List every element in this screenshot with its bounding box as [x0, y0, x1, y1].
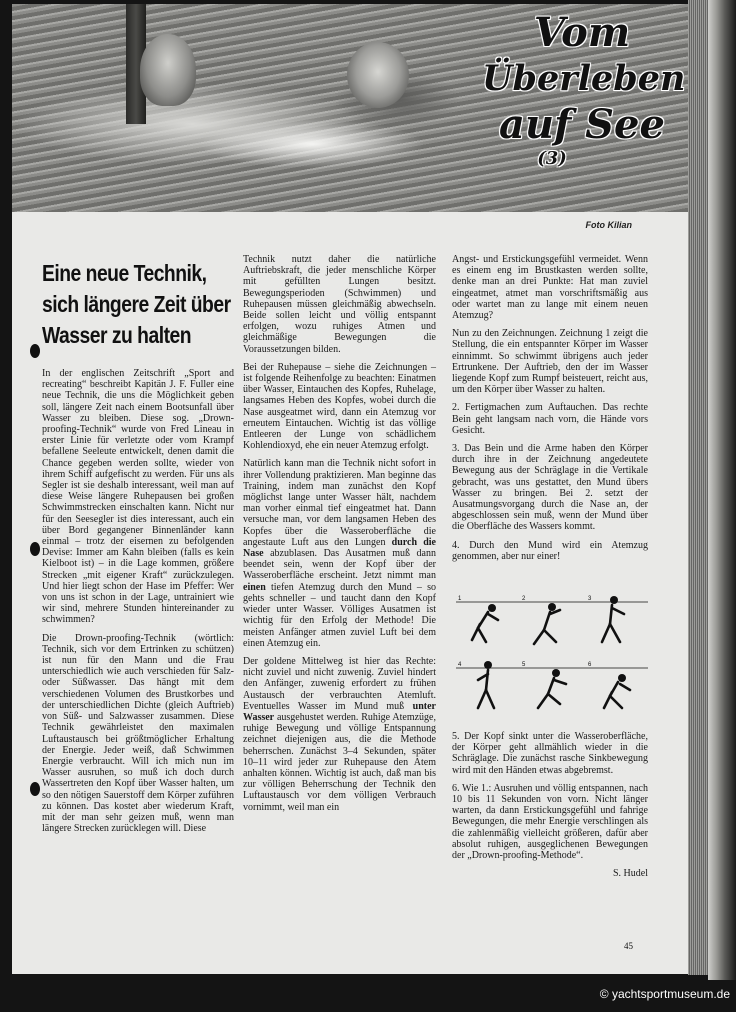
watermark: © yachtsportmuseum.de [599, 987, 730, 1001]
book-page-edges [688, 0, 708, 975]
series-title-line2: Überleben [482, 58, 686, 99]
swimmer-figure-1 [472, 604, 498, 642]
text-run: Der goldene Mittelweg ist hier das Rechte: nicht zuviel und nicht zuwenig. Zuviel hindert den Anfänger, zuwenig erfordert zu frühen Austausch der verbrauchten Atemluft. Eventuelles Wasser im Mund muß [243, 655, 436, 712]
paragraph: 5. Der Kopf sinkt unter die Wasseroberfläche, der Körper geht allmählich wieder in die Schräglage. Die zunächst rasche Sinkbewegung wird mit den Händen etwas abgebremst. [452, 731, 648, 776]
swimmer-figure-5 [538, 669, 566, 708]
paragraph [243, 458, 436, 648]
article-headline: Eine neue Technik, sich längere Zeit über Wasser zu halten [42, 260, 231, 348]
page-number: 45 [624, 941, 633, 951]
text-run: abzublasen. Das Ausatmen muß dann beendet sein, wenn der Kopf über der Wasseroberfläche erscheint. Jetzt nimmt man [243, 548, 436, 582]
paragraph [243, 656, 436, 813]
swimmer-figure-3 [602, 596, 624, 642]
article-column-1 [42, 368, 234, 841]
author-byline: S. Hudel [613, 868, 648, 880]
emphasis: durch die Nase [243, 536, 436, 560]
paragraph: 6. Wie 1.: Ausruhen und völlig entspannen, nach 10 bis 11 Sekunden von vorn. Nicht länger warten, da dann Erstickungsgefühl und fahrige Bewegungen, die mehr Energie verschlingen als die zahlenmäßig vielleicht größeren, dafür aber absolut ruhigen, ausgeglichenen Bewegungen der „Drown-proofing-Methode“. [452, 782, 648, 862]
swimmer-figure-6 [604, 674, 630, 708]
series-title-line3: auf See [499, 101, 665, 148]
figure-label: 2 [522, 596, 526, 602]
paragraph: Angst- und Erstickungsgefühl vermeidet. Wenn es einem eng im Brustkasten werden sollte, denke man an drei Punkte: Hat man zuviel eingeatmet, atmet man vorschriftsmäßig aus oder wartet man zu lange mit einem neuen Atemzug? [452, 254, 648, 322]
series-title [482, 9, 686, 170]
paragraph: Die Drown-proofing-Technik (wörtlich: Technik, sich vor dem Ertrinken zu schützen) ist nun für den Mann und die Frau unterschiedlich wie auch verschieden für Salz- oder Süßwasser. Das hängt mit dem verschiedenen Volumen des Brustkorbes und der unterschiedlichen Dichte (gleich Auftrieb) von Süß- und Salzwasser zusammen. Diese Technik gewährleistet den maximalen Luftaustausch bei größtmöglicher Erhaltung der Energie. Jeder weiß, daß Schwimmen Energie verbraucht. Will ich mich nun im Wasser ausruhen, so muß ich doch durch Wassertreten den Kopf über Wasser halten, um so den nötigen Sauerstoff dem Körper zuführen zu können. Das kostet aber wiederum Kraft, mit der man sehr geizen muß, wenn man längere Strecken zurücklegen will. Diese [42, 632, 234, 835]
text-run: Natürlich kann man die Technik nicht sofort in ihrer Vollendung praktizieren. Man beginne das Training, indem man zunächst den Kopf möglichst lange unter Wasser hält, nachdem man vorher einmal tief eingeatmet hat. Dann versuche man, vor dem langsamen Heben des Kopfes über die Wasseroberfläche die angestaute Luft aus den Lungen [243, 458, 436, 548]
article-column-2 [243, 254, 436, 820]
emphasis: einen [243, 581, 266, 593]
swimmer-figure-2 [534, 603, 560, 644]
series-part-number: (3) [537, 148, 567, 169]
book-spine [708, 0, 736, 980]
swimmer-center [347, 42, 409, 108]
swimmer-left [140, 34, 196, 106]
text-run: ausgehustet werden. Ruhige Atemzüge, ruhige Bewegung und völlige Entspannung zeichnet diejenigen aus, die die Methode beherrschen. Zunächst 3–4 Sekunden, später 10–11 wird jeder zur Ruhepause den Atem anhalten können. Wichtig ist auch, daß man bis zur völligen Beherrschung der Technik den Luftaustausch vor dem völligen Verbrauch vornimmt, weil man ein [243, 711, 436, 813]
paragraph: Nun zu den Zeichnungen. Zeichnung 1 zeigt die Stellung, die ein entspannter Körper im Wasser einnimmt. So schwimmt übrigens auch jeder Ertrunkene. Der Auftrieb, den der im Wasser liegende Kopf zum Rumpf beisteuert, reicht aus, um den Körper über Wasser zu halten. [452, 328, 648, 396]
binding-hole-icon [30, 782, 40, 796]
article-column-3-top [452, 254, 648, 569]
text-run: tiefen Atemzug durch den Mund – so gehts schneller – und taucht dann den Kopf wieder unter Wasser. Völliges Ausatmen ist wichtig für den Erfolg der Methode! Die meisten Anfänger atmen zuviel Luft bei dem einen Atemzug ein. [243, 581, 436, 649]
emphasis: unter Wasser [243, 700, 436, 723]
figure-sequence [452, 588, 652, 723]
binding-hole-icon [30, 542, 40, 556]
series-title-line1: Vom [533, 9, 631, 56]
figure-label: 3 [588, 596, 592, 602]
paragraph: Bei der Ruhepause – siehe die Zeichnungen – ist folgende Reihenfolge zu beachten: Einatmen über Wasser, Eintauchen des Kopfes, Ruhelage, langsames Heben des Kopfes, wobei durch die Nase ausgeatmet wird, dann ein Atemzug vor erneutem Eintauchen. Wichtig ist das völlige Entleeren der Lunge von schädlichem Kohlendioxyd, ehe ein neuer Atemzug erfolgt. [243, 361, 436, 452]
paragraph: 2. Fertigmachen zum Auftauchen. Das rechte Bein geht langsam nach vorn, die Hände vors Gesicht. [452, 402, 648, 436]
figure-label: 5 [522, 662, 526, 668]
paragraph: 4. Durch den Mund wird ein Atemzug genommen, aber nur einer! [452, 539, 648, 562]
header-photo [12, 4, 688, 212]
paragraph: Technik nutzt daher die natürliche Auftriebskraft, die jeder menschliche Körper mit gefüllten Lungen besitzt. Bewegungsperioden (Schwimmen) und Ruhepausen müssen gleichmäßig abwechseln. Beide sollen leicht und völlig entspannt erfolgen, wozu ruhiges Atmen und gleichmäßige Bewegungen die Voraussetzungen bilden. [243, 254, 436, 355]
article-column-3-bottom [452, 731, 648, 879]
paragraph: In der englischen Zeitschrift „Sport and recreating“ beschreibt Kapitän J. F. Fuller eine neue Technik, die uns die Möglichkeit geben soll, längere Zeit nach einem Bootsunfall über Wasser zu bleiben. Diese sog. „Drown-proofing-Technik“ wurde von Fred Lineau in erster Linie für verletzte oder vom Krampf befallene Seeleute entwickelt, denen damit die Chance gegeben werden sollte, wieder von ihrem Schiff aufgefischt zu werden. Für uns als Segler ist sie deshalb interessant, weil man auf diese Weise längere Ruhepausen bei großen Schwimmstrecken einschalten kann. Nicht nur für den Seesegler ist dies interessant, auch ein über Bord gegangener Binnenländer kann einmal – trotz der eisernen zu befolgenden Devise: Immer am Kahn bleiben (falls es kein Kielboot ist) – in die Lage kommen, größere Strecken „mit eigener Kraft“ zurückzulegen. Und hier liegt schon der Hase im Pfeffer: Wer von uns ist schon in der Lage, untrainiert wie wir sind, mehrere Stunden hintereinander zu schwimmen? [42, 368, 234, 626]
magazine-page [12, 4, 688, 974]
drown-proofing-figure [452, 588, 652, 723]
paragraph: 3. Das Bein und die Arme haben den Körper durch ihre in der Zeichnung angedeutete Bewegung aus der Schräglage in die Vertikale gebracht, was uns gestattet, den Mund übers Wasser zu bringen. Bei 2. setzt der Ausatmungsvorgang durch die Nase an, der abgeschlossen sein muß, wenn der Mund über die Oberfläche des Wassers kommt. [452, 443, 648, 533]
photo-credit: Foto Kilian [585, 220, 632, 230]
figure-label: 1 [458, 596, 462, 602]
figure-label: 6 [588, 662, 592, 668]
binding-hole-icon [30, 344, 40, 358]
figure-label: 4 [458, 662, 462, 668]
